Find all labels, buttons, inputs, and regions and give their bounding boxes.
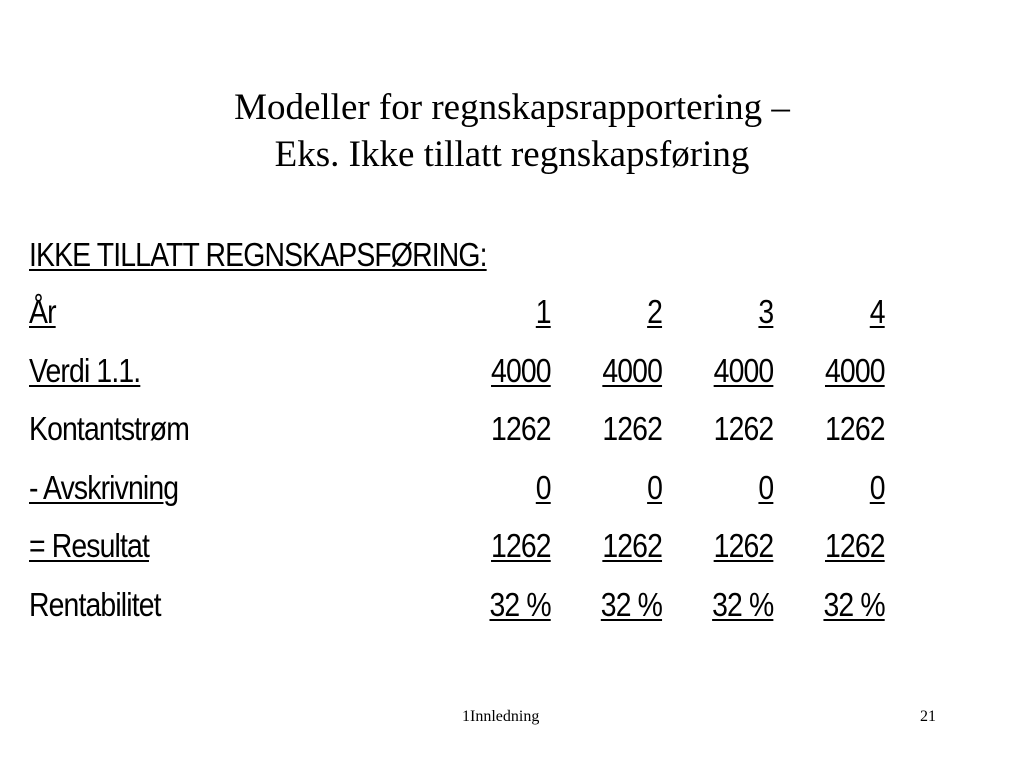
footer-text: 1Innledning [462,708,540,725]
row-label: Rentabilitet [29,585,161,623]
row-label: - Avskrivning [29,468,179,506]
title-line-2: Eks. Ikke tillatt regnskapsføring [274,134,750,175]
slide-title [0,84,1024,178]
row-label: = Resultat [29,527,149,564]
cell-value: 0 [758,468,774,506]
row-label: Verdi 1.1. [29,351,141,389]
table-row [29,576,885,635]
cell-value: 0 [647,468,663,506]
cell-value: 4000 [491,351,551,389]
cell-value: 1262 [491,410,551,447]
cell-value: 1262 [713,527,774,564]
cell-value: 1262 [713,410,774,447]
table-row [29,459,885,518]
cell-value: 32 % [600,585,663,623]
row-label: År [29,293,56,330]
table-row [29,283,885,342]
table-row [29,517,885,576]
cell-value: 3 [758,293,774,330]
row-label: Kontantstrøm [29,410,190,447]
slide-body [29,226,885,634]
cell-value: 1 [535,293,551,330]
cell-value: 0 [535,468,551,506]
page-number: 21 [920,708,936,725]
cell-value: 2 [647,293,663,330]
table-row [29,342,885,401]
cell-value: 1262 [491,527,551,564]
cell-value: 4000 [602,351,663,389]
cell-value: 4 [869,293,885,330]
result-table [29,283,885,634]
section-heading: IKKE TILLATT REGNSKAPSFØRING: [29,236,487,273]
cell-value: 1262 [602,527,663,564]
cell-value: 0 [869,468,885,506]
cell-value: 32 % [489,585,551,623]
table-row [29,400,885,459]
cell-value: 4000 [713,351,774,389]
cell-value: 1262 [602,410,663,447]
cell-value: 1262 [824,410,885,447]
title-line-1: Modeller for regnskapsrapportering – [234,87,790,128]
cell-value: 4000 [824,351,885,389]
cell-value: 32 % [823,585,885,623]
cell-value: 1262 [824,527,885,564]
cell-value: 32 % [712,585,774,623]
